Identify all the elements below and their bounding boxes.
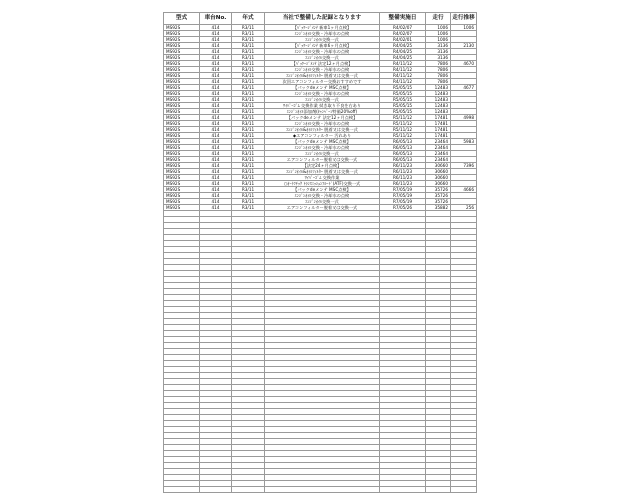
cell-description: ｴﾝｼﾞﾝｵｲﾙ&ｵｲﾙﾌｨﾙﾀｰ 脱着又は交換一式 — [265, 73, 380, 79]
cell-year: R3/11 — [232, 175, 265, 181]
empty-cell — [164, 487, 200, 493]
cell-year: R3/11 — [232, 169, 265, 175]
cell-mileage: 23464 — [426, 139, 451, 145]
cell-service-date: R4/02/07 — [380, 31, 426, 37]
cell-model: MS92S — [164, 97, 200, 103]
cell-service-date: R4/04/25 — [380, 49, 426, 55]
cell-mileage: 3136 — [426, 55, 451, 61]
cell-year: R3/11 — [232, 139, 265, 145]
cell-service-date: R4/02/01 — [380, 37, 426, 43]
cell-chassis-no: 414 — [200, 163, 232, 169]
cell-year: R3/11 — [232, 25, 265, 31]
empty-cell — [426, 487, 451, 493]
cell-mileage: 1006 — [426, 37, 451, 43]
cell-mileage: 30660 — [426, 163, 451, 169]
cell-chassis-no: 414 — [200, 55, 232, 61]
cell-service-date: R7/05/19 — [380, 199, 426, 205]
cell-chassis-no: 414 — [200, 139, 232, 145]
cell-service-date: R4/11/12 — [380, 73, 426, 79]
cell-description: ｴﾝｼﾞﾝｵｲﾙ添加剤(ｷｬﾝﾍﾟｰﾝ特価20%off) — [265, 109, 380, 115]
cell-chassis-no: 414 — [200, 127, 232, 133]
cell-model: MS92S — [164, 163, 200, 169]
maintenance-table — [163, 12, 477, 493]
cell-service-date: R6/11/23 — [380, 175, 426, 181]
cell-mileage: 35726 — [426, 193, 451, 199]
cell-service-date: R5/11/12 — [380, 115, 426, 121]
cell-description: ｴﾝｼﾞﾝｵｲﾙ交換・冷却水の点検 — [265, 49, 380, 55]
cell-chassis-no: 414 — [200, 151, 232, 157]
header-mileage: 走行 — [426, 13, 451, 25]
cell-year: R3/11 — [232, 67, 265, 73]
cell-mileage: 23464 — [426, 145, 451, 151]
cell-chassis-no: 414 — [200, 115, 232, 121]
empty-row — [164, 487, 477, 493]
cell-service-date: R5/05/15 — [380, 91, 426, 97]
cell-description: ｴﾝｼﾞﾝｵｲﾙ交換一式 — [265, 151, 380, 157]
cell-year: R3/11 — [232, 73, 265, 79]
cell-model: MS92S — [164, 151, 200, 157]
cell-year: R3/11 — [232, 79, 265, 85]
empty-cell — [380, 487, 426, 493]
cell-mileage: 35726 — [426, 199, 451, 205]
cell-service-date: R4/11/12 — [380, 61, 426, 67]
cell-chassis-no: 414 — [200, 37, 232, 43]
cell-description: ｴﾝｼﾞﾝｵｲﾙ交換・冷却水の点検 — [265, 91, 380, 97]
cell-model: MS92S — [164, 73, 200, 79]
header-chassis-no: 車台No. — [200, 13, 232, 25]
cell-service-date: R5/05/15 — [380, 109, 426, 115]
header-year: 年式 — [232, 13, 265, 25]
cell-mileage: 23464 — [426, 151, 451, 157]
cell-mileage: 30660 — [426, 181, 451, 187]
cell-service-date: R4/04/25 — [380, 43, 426, 49]
cell-description: エアコンフィルター脱着又は交換一式 — [265, 157, 380, 163]
cell-year: R3/11 — [232, 55, 265, 61]
cell-year: R3/11 — [232, 187, 265, 193]
maintenance-record-sheet — [163, 12, 476, 493]
header-row — [164, 13, 477, 25]
cell-model: MS92S — [164, 79, 200, 85]
cell-description: 【ﾊﾟｯｹｰｼﾞﾒﾝﾃ 法定12ヶ月点検】 — [265, 61, 380, 67]
cell-mileage: 17481 — [426, 121, 451, 127]
cell-chassis-no: 414 — [200, 205, 232, 211]
cell-chassis-no: 414 — [200, 145, 232, 151]
cell-chassis-no: 414 — [200, 187, 232, 193]
cell-chassis-no: 414 — [200, 49, 232, 55]
cell-description: 【パックdeメンテ MSC点検】 — [265, 85, 380, 91]
table-body — [164, 25, 477, 493]
cell-chassis-no: 414 — [200, 199, 232, 205]
header-model: 型式 — [164, 13, 200, 25]
cell-chassis-no: 414 — [200, 61, 232, 67]
cell-service-date: R7/05/19 — [380, 187, 426, 193]
cell-mileage: 12483 — [426, 103, 451, 109]
cell-mileage: 12483 — [426, 97, 451, 103]
cell-model: MS92S — [164, 145, 200, 151]
cell-mileage: 3136 — [426, 43, 451, 49]
cell-mileage-change: 4677 — [451, 85, 477, 91]
cell-chassis-no: 414 — [200, 181, 232, 187]
cell-mileage: 12483 — [426, 91, 451, 97]
cell-service-date: R6/05/13 — [380, 145, 426, 151]
header-mileage-change: 走行推移 — [451, 13, 477, 25]
cell-year: R3/11 — [232, 127, 265, 133]
cell-model: MS92S — [164, 121, 200, 127]
cell-model: MS92S — [164, 175, 200, 181]
cell-mileage: 12483 — [426, 109, 451, 115]
cell-mileage: 1006 — [426, 25, 451, 31]
cell-mileage: 3136 — [426, 49, 451, 55]
cell-description: 【パックdeメンテ MSC点検】 — [265, 139, 380, 145]
cell-model: MS92S — [164, 55, 200, 61]
cell-chassis-no: 414 — [200, 79, 232, 85]
cell-chassis-no: 414 — [200, 67, 232, 73]
header-service-date: 整備実施日 — [380, 13, 426, 25]
cell-description: ｴﾝｼﾞﾝｵｲﾙ交換一式 — [265, 97, 380, 103]
cell-year: R3/11 — [232, 199, 265, 205]
cell-mileage: 17481 — [426, 133, 451, 139]
cell-mileage-change: 5983 — [451, 139, 477, 145]
cell-service-date: R5/05/15 — [380, 103, 426, 109]
cell-description: 【ﾊﾟｯｹｰｼﾞﾒﾝﾃ 新車1ヶ月点検】 — [265, 25, 380, 31]
empty-cell — [232, 487, 265, 493]
cell-service-date: R4/11/12 — [380, 79, 426, 85]
cell-year: R3/11 — [232, 163, 265, 169]
cell-mileage: 7806 — [426, 61, 451, 67]
cell-mileage: 17481 — [426, 127, 451, 133]
cell-description: ◆エアコンフィルター 汚れあり — [265, 133, 380, 139]
cell-chassis-no: 414 — [200, 97, 232, 103]
cell-service-date: R5/05/15 — [380, 97, 426, 103]
cell-model: MS92S — [164, 133, 200, 139]
cell-year: R3/11 — [232, 133, 265, 139]
cell-mileage-change: 4666 — [451, 187, 477, 193]
cell-model: MS92S — [164, 169, 200, 175]
cell-description: ｴﾝｼﾞﾝｵｲﾙ交換・冷却水の点検 — [265, 193, 380, 199]
cell-chassis-no: 414 — [200, 85, 232, 91]
cell-model: MS92S — [164, 85, 200, 91]
cell-service-date: R7/05/26 — [380, 205, 426, 211]
cell-description: 【パックdeメンテ 法定12ヶ月点検】 — [265, 115, 380, 121]
cell-chassis-no: 414 — [200, 175, 232, 181]
cell-service-date: R6/11/23 — [380, 169, 426, 175]
cell-service-date: R5/11/12 — [380, 121, 426, 127]
cell-model: MS92S — [164, 61, 200, 67]
cell-model: MS92S — [164, 37, 200, 43]
cell-year: R3/11 — [232, 49, 265, 55]
cell-year: R3/11 — [232, 31, 265, 37]
cell-year: R3/11 — [232, 109, 265, 115]
cell-mileage-change: 4670 — [451, 61, 477, 67]
cell-model: MS92S — [164, 187, 200, 193]
empty-cell — [200, 487, 232, 493]
cell-description: ○ｵｰﾄﾏﾁｯｸ ﾄﾗﾝｽﾐｯｼｮﾝﾌﾙｰﾄﾞ(ATF)交換一式 — [265, 181, 380, 187]
cell-description: ｴﾝｼﾞﾝｵｲﾙ交換・冷却水の点検 — [265, 121, 380, 127]
cell-service-date: R6/11/23 — [380, 181, 426, 187]
cell-mileage: 12483 — [426, 85, 451, 91]
cell-chassis-no: 414 — [200, 193, 232, 199]
cell-service-date: R7/05/19 — [380, 193, 426, 199]
header-description: 当社で整備した記録となります — [265, 13, 380, 25]
cell-model: MS92S — [164, 139, 200, 145]
cell-chassis-no: 414 — [200, 169, 232, 175]
cell-description: 【ﾊﾟｯｹｰｼﾞﾒﾝﾃ 新車6ヶ月点検】 — [265, 43, 380, 49]
cell-model: MS92S — [164, 49, 200, 55]
cell-description: ｴﾝｼﾞﾝｵｲﾙ交換一式 — [265, 55, 380, 61]
cell-model: MS92S — [164, 67, 200, 73]
cell-description: 【法定24ヶ月点検】 — [265, 163, 380, 169]
cell-service-date: R5/05/15 — [380, 85, 426, 91]
cell-model: MS92S — [164, 115, 200, 121]
cell-service-date: R4/11/12 — [380, 67, 426, 73]
cell-year: R3/11 — [232, 193, 265, 199]
cell-mileage: 7806 — [426, 79, 451, 85]
cell-model: MS92S — [164, 31, 200, 37]
cell-model: MS92S — [164, 157, 200, 163]
cell-year: R3/11 — [232, 91, 265, 97]
cell-description: ｴﾝｼﾞﾝｵｲﾙ交換・冷却水の点検 — [265, 145, 380, 151]
cell-mileage: 30660 — [426, 175, 451, 181]
cell-year: R3/11 — [232, 151, 265, 157]
cell-service-date: R4/04/25 — [380, 55, 426, 61]
cell-mileage-change: 256 — [451, 205, 477, 211]
cell-chassis-no: 414 — [200, 25, 232, 31]
cell-description: 【パックdeメンテ MSC点検】 — [265, 187, 380, 193]
cell-description: ｴﾝｼﾞﾝｵｲﾙ&ｵｲﾙﾌｨﾙﾀｰ 脱着又は交換一式 — [265, 127, 380, 133]
cell-mileage: 7806 — [426, 67, 451, 73]
cell-model: MS92S — [164, 109, 200, 115]
cell-service-date: R4/02/07 — [380, 25, 426, 31]
cell-description: ｴﾝｼﾞﾝｵｲﾙ交換一式 — [265, 199, 380, 205]
cell-chassis-no: 414 — [200, 133, 232, 139]
cell-mileage: 1006 — [426, 31, 451, 37]
cell-service-date: R6/11/23 — [380, 163, 426, 169]
cell-description: ﾜｲﾊﾟｰｺﾞﾑ 交換作業 — [265, 175, 380, 181]
cell-year: R3/11 — [232, 61, 265, 67]
cell-mileage: 7806 — [426, 73, 451, 79]
empty-cell — [265, 487, 380, 493]
cell-chassis-no: 414 — [200, 121, 232, 127]
cell-chassis-no: 414 — [200, 31, 232, 37]
cell-year: R3/11 — [232, 115, 265, 121]
cell-year: R3/11 — [232, 181, 265, 187]
cell-mileage-change: 4998 — [451, 115, 477, 121]
cell-mileage: 35882 — [426, 205, 451, 211]
cell-year: R3/11 — [232, 121, 265, 127]
cell-year: R3/11 — [232, 37, 265, 43]
cell-chassis-no: 414 — [200, 91, 232, 97]
cell-chassis-no: 414 — [200, 43, 232, 49]
cell-description: ｴﾝｼﾞﾝｵｲﾙ交換・冷却水の点検 — [265, 31, 380, 37]
empty-cell — [451, 487, 477, 493]
cell-year: R3/11 — [232, 97, 265, 103]
cell-description: ﾜｲﾊﾟｰｺﾞﾑ 交換作業 拭き取り不良を右あり — [265, 103, 380, 109]
cell-service-date: R5/11/12 — [380, 127, 426, 133]
cell-model: MS92S — [164, 127, 200, 133]
cell-mileage: 35726 — [426, 187, 451, 193]
cell-description: ｴﾝｼﾞﾝｵｲﾙ交換一式 — [265, 37, 380, 43]
cell-service-date: R5/11/12 — [380, 133, 426, 139]
cell-model: MS92S — [164, 199, 200, 205]
cell-service-date: R6/05/13 — [380, 151, 426, 157]
cell-mileage-change: 7396 — [451, 163, 477, 169]
cell-chassis-no: 414 — [200, 73, 232, 79]
cell-model: MS92S — [164, 43, 200, 49]
cell-model: MS92S — [164, 181, 200, 187]
cell-description: エアコンフィルター脱着又は交換一式 — [265, 205, 380, 211]
cell-year: R3/11 — [232, 145, 265, 151]
cell-model: MS92S — [164, 193, 200, 199]
cell-description: ｴﾝｼﾞﾝｵｲﾙ&ｵｲﾙﾌｨﾙﾀｰ 脱着又は交換一式 — [265, 169, 380, 175]
cell-mileage: 30660 — [426, 169, 451, 175]
cell-year: R3/11 — [232, 205, 265, 211]
cell-service-date: R6/05/13 — [380, 139, 426, 145]
cell-year: R3/11 — [232, 43, 265, 49]
cell-year: R3/11 — [232, 157, 265, 163]
cell-year: R3/11 — [232, 85, 265, 91]
cell-chassis-no: 414 — [200, 157, 232, 163]
cell-description: 次回エアコンフィルター交換おすすめです — [265, 79, 380, 85]
cell-mileage: 17481 — [426, 115, 451, 121]
cell-service-date: R6/05/13 — [380, 157, 426, 163]
cell-mileage-change: 1006 — [451, 25, 477, 31]
cell-mileage: 23464 — [426, 157, 451, 163]
cell-description: ｴﾝｼﾞﾝｵｲﾙ交換・冷却水の点検 — [265, 67, 380, 73]
cell-chassis-no: 414 — [200, 109, 232, 115]
cell-chassis-no: 414 — [200, 103, 232, 109]
cell-mileage-change: 2130 — [451, 43, 477, 49]
cell-model: MS92S — [164, 91, 200, 97]
cell-model: MS92S — [164, 25, 200, 31]
cell-model: MS92S — [164, 205, 200, 211]
cell-year: R3/11 — [232, 103, 265, 109]
cell-model: MS92S — [164, 103, 200, 109]
